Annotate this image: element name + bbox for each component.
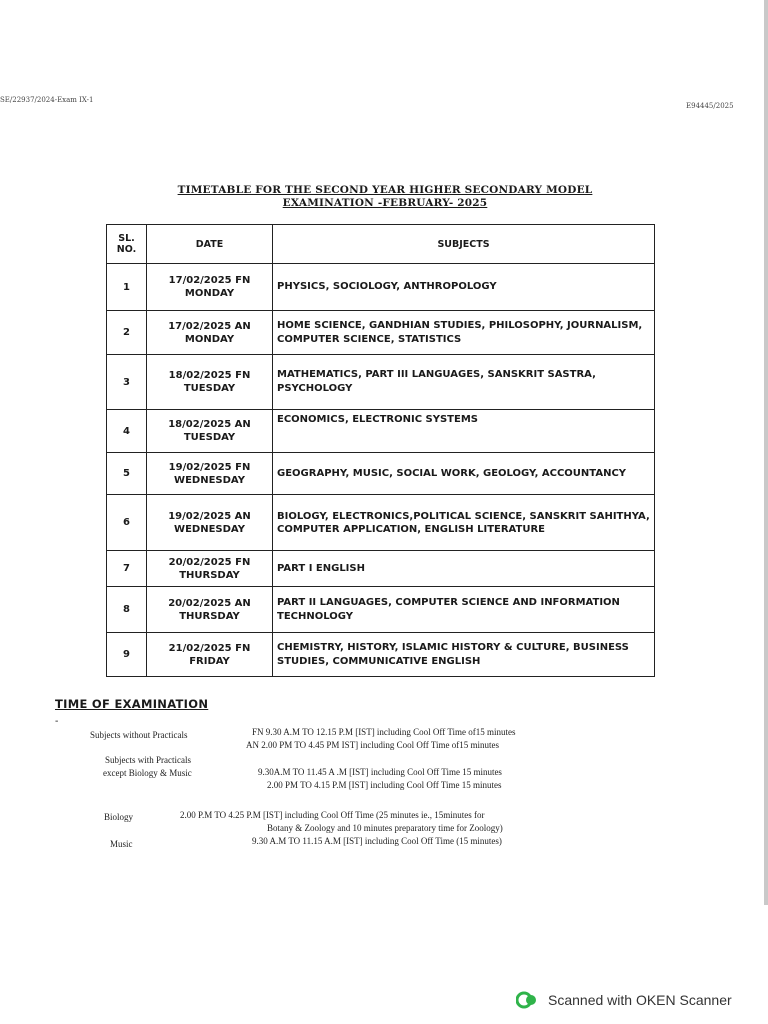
with-practicals-label-1: Subjects with Practicals bbox=[105, 755, 191, 765]
oken-scanner-logo-icon bbox=[516, 990, 538, 1010]
timetable-header-row bbox=[107, 225, 655, 264]
row-sl: 4 bbox=[107, 410, 147, 453]
time-of-examination-heading: TIME OF EXAMINATION bbox=[55, 697, 209, 711]
dash-mark: - bbox=[55, 716, 59, 727]
row-sl: 9 bbox=[107, 633, 147, 677]
row-subjects: GEOGRAPHY, MUSIC, SOCIAL WORK, GEOLOGY, ACCOUNTANCY bbox=[273, 453, 655, 495]
with-practicals-label-2: except Biology & Music bbox=[103, 768, 192, 778]
row-sl: 5 bbox=[107, 453, 147, 495]
reference-number-right: E94445/2025 bbox=[686, 102, 734, 110]
row-day: WEDNESDAY bbox=[174, 474, 245, 486]
without-practicals-label: Subjects without Practicals bbox=[90, 730, 188, 740]
row-day: THURSDAY bbox=[179, 569, 240, 581]
row-date: 19/02/2025 FN bbox=[168, 461, 251, 473]
scanner-watermark bbox=[516, 990, 732, 1010]
row-date: 18/02/2025 AN bbox=[168, 419, 251, 430]
reference-number-left: SE/22937/2024-Exam IX-1 bbox=[0, 96, 94, 104]
row-subjects: PART II LANGUAGES, COMPUTER SCIENCE AND INFORMATION TECHNOLOGY bbox=[273, 587, 655, 633]
row-date-cell bbox=[147, 311, 273, 355]
row-sl: 6 bbox=[107, 495, 147, 551]
row-subjects: CHEMISTRY, HISTORY, ISLAMIC HISTORY & CULTURE, BUSINESS STUDIES, COMMUNICATIVE ENGLISH bbox=[273, 633, 655, 677]
title-line-1: TIMETABLE FOR THE SECOND YEAR HIGHER SECONDARY MODEL bbox=[177, 184, 593, 196]
row-day: MONDAY bbox=[184, 288, 235, 299]
row-day: TUESDAY bbox=[183, 383, 236, 394]
with-practicals-an: 2.00 PM TO 4.15 P.M [IST] including Cool Off Time 15 minutes bbox=[267, 780, 502, 790]
row-sl: 8 bbox=[107, 587, 147, 633]
biology-label: Biology bbox=[104, 812, 134, 822]
row-date: 20/02/2025 AN bbox=[168, 597, 251, 609]
row-subjects: ECONOMICS, ELECTRONIC SYSTEMS bbox=[273, 410, 655, 453]
header-subjects: SUBJECTS bbox=[273, 225, 655, 264]
biology-line-2: Botany & Zoology and 10 minutes preparatory time for Zoology) bbox=[267, 823, 503, 833]
row-date: 20/02/2025 FN bbox=[168, 556, 251, 568]
row-date-cell bbox=[147, 355, 273, 410]
row-date: 19/02/2025 AN bbox=[168, 510, 251, 522]
with-practicals-fn: 9.30A.M TO 11.45 A .M [IST] including Cool Off Time 15 minutes bbox=[258, 767, 502, 777]
row-sl: 7 bbox=[107, 551, 147, 587]
row-date-cell bbox=[147, 495, 273, 551]
row-date: 21/02/2025 FN bbox=[168, 642, 251, 654]
row-date-cell bbox=[147, 633, 273, 677]
music-label: Music bbox=[110, 839, 133, 849]
table-row bbox=[107, 264, 655, 311]
scan-edge-shadow bbox=[764, 0, 768, 905]
row-date: 17/02/2025 FN bbox=[168, 275, 251, 286]
row-subjects: PHYSICS, SOCIOLOGY, ANTHROPOLOGY bbox=[273, 264, 655, 311]
scanner-watermark-text: Scanned with OKEN Scanner bbox=[548, 992, 732, 1008]
table-row bbox=[107, 587, 655, 633]
row-date-cell bbox=[147, 587, 273, 633]
row-sl: 1 bbox=[107, 264, 147, 311]
row-date-cell bbox=[147, 264, 273, 311]
biology-line-1: 2.00 P.M TO 4.25 P.M [IST] including Cool Off Time (25 minutes ie., 15minutes for bbox=[180, 810, 485, 820]
row-sl: 2 bbox=[107, 311, 147, 355]
timetable bbox=[106, 224, 655, 677]
row-day: FRIDAY bbox=[189, 655, 230, 667]
row-date-cell bbox=[147, 410, 273, 453]
table-row bbox=[107, 410, 655, 453]
row-date: 17/02/2025 AN bbox=[168, 320, 251, 332]
row-subjects: PART I ENGLISH bbox=[273, 551, 655, 587]
without-practicals-fn: FN 9.30 A.M TO 12.15 P.M [IST] including Cool Off Time of15 minutes bbox=[252, 727, 516, 737]
header-date: DATE bbox=[147, 225, 273, 264]
table-row bbox=[107, 551, 655, 587]
table-row bbox=[107, 311, 655, 355]
table-row bbox=[107, 453, 655, 495]
table-row bbox=[107, 495, 655, 551]
row-date-cell bbox=[147, 551, 273, 587]
row-subjects: HOME SCIENCE, GANDHIAN STUDIES, PHILOSOPHY, JOURNALISM, COMPUTER SCIENCE, STATISTICS bbox=[273, 311, 655, 355]
header-sl-no: SL. NO. bbox=[107, 225, 147, 264]
row-subjects: MATHEMATICS, PART III LANGUAGES, SANSKRIT SASTRA, PSYCHOLOGY bbox=[273, 355, 655, 410]
row-day: TUESDAY bbox=[183, 432, 236, 443]
row-day: WEDNESDAY bbox=[174, 523, 245, 535]
row-date: 18/02/2025 FN bbox=[168, 370, 251, 381]
document-title bbox=[130, 184, 640, 210]
table-row bbox=[107, 633, 655, 677]
row-subjects: BIOLOGY, ELECTRONICS,POLITICAL SCIENCE, SANSKRIT SAHITHYA, COMPUTER APPLICATION, ENGLISH LITERATURE bbox=[273, 495, 655, 551]
music-line: 9.30 A.M TO 11.15 A.M [IST] including Cool Off Time (15 minutes) bbox=[252, 836, 502, 846]
title-line-2: EXAMINATION -FEBRUARY- 2025 bbox=[282, 197, 488, 209]
row-day: MONDAY bbox=[184, 333, 235, 345]
row-sl: 3 bbox=[107, 355, 147, 410]
row-date-cell bbox=[147, 453, 273, 495]
table-row bbox=[107, 355, 655, 410]
row-day: THURSDAY bbox=[179, 610, 240, 622]
without-practicals-an: AN 2.00 PM TO 4.45 PM IST] including Cool Off Time of15 minutes bbox=[246, 740, 500, 750]
